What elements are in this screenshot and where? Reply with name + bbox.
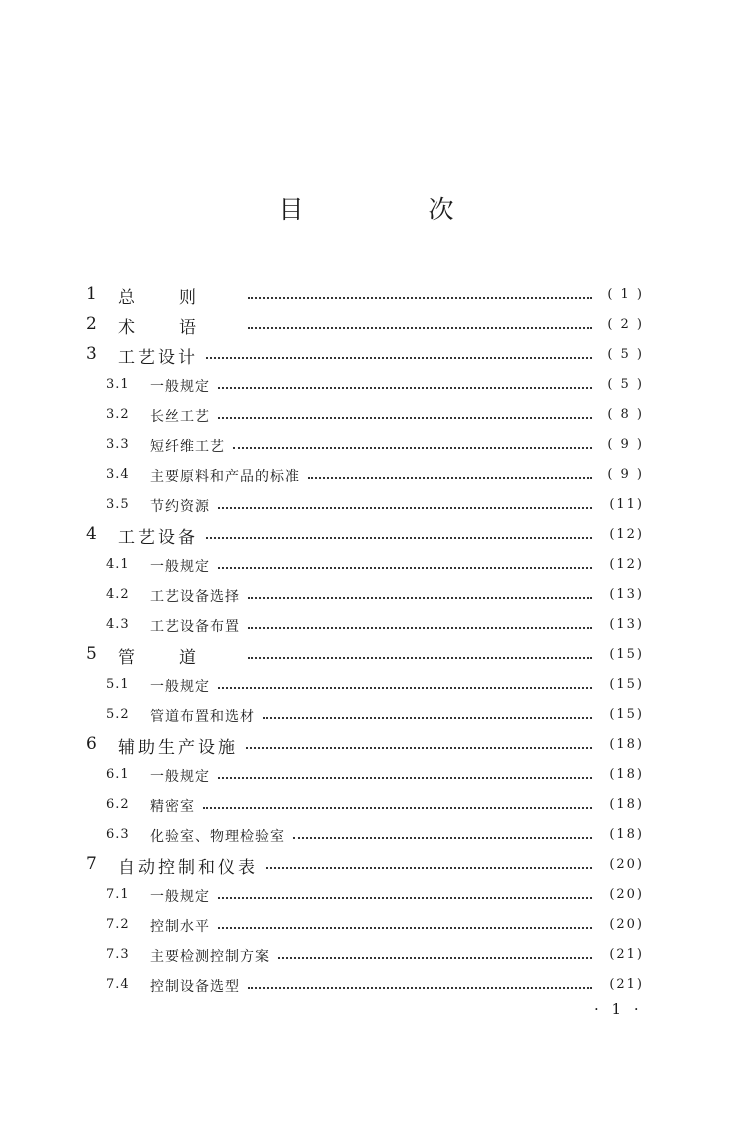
- toc-entry-label: 一般规定: [150, 679, 210, 695]
- toc-entry[interactable]: [0, 430, 732, 460]
- toc-entry[interactable]: [0, 850, 732, 880]
- toc-entry-number: 3.3: [106, 437, 130, 452]
- toc-entry[interactable]: [0, 730, 732, 760]
- toc-entry[interactable]: [0, 670, 732, 700]
- toc-entry-label: 主要原料和产品的标准: [150, 469, 300, 485]
- toc-entry[interactable]: [0, 460, 732, 490]
- toc-leader-dots: [308, 477, 592, 479]
- toc-entry-label: 控制设备选型: [150, 979, 240, 995]
- toc-leader-dots: [246, 747, 592, 749]
- toc-leader-dots: [293, 837, 592, 839]
- toc-entry-page: (18): [609, 737, 644, 752]
- toc-entry[interactable]: [0, 760, 732, 790]
- toc-entry-page: (15): [609, 707, 644, 722]
- toc-entry-number: 7.3: [106, 947, 130, 962]
- toc-entry-label: 短纤维工艺: [150, 439, 225, 455]
- toc-entry-number: 7.2: [106, 917, 130, 932]
- toc-entry-page: (21): [609, 977, 644, 992]
- toc-leader-dots: [203, 807, 592, 809]
- toc-entry-label: 一般规定: [150, 559, 210, 575]
- toc-entry-page: (13): [609, 617, 644, 632]
- toc-leader-dots: [218, 567, 592, 569]
- toc-entry[interactable]: [0, 790, 732, 820]
- toc-entry-number: 7.4: [106, 977, 130, 992]
- toc-entry[interactable]: [0, 340, 732, 370]
- toc-entry-number: 6.3: [106, 827, 130, 842]
- toc-entry[interactable]: [0, 580, 732, 610]
- toc-entry-number: 4.1: [106, 557, 130, 572]
- toc-entry[interactable]: [0, 370, 732, 400]
- toc-leader-dots: [248, 657, 592, 659]
- toc-entry-number: 3.1: [106, 377, 130, 392]
- toc-entry-label: 工艺设备布置: [150, 619, 240, 635]
- toc-leader-dots: [248, 327, 592, 329]
- toc-leader-dots: [248, 627, 592, 629]
- toc-entry[interactable]: [0, 490, 732, 520]
- toc-entry-label: 工艺设备选择: [150, 589, 240, 605]
- toc-entry-label: 一般规定: [150, 889, 210, 905]
- toc-entry-number: 3.2: [106, 407, 130, 422]
- toc-entry-label: 主要检测控制方案: [150, 949, 270, 965]
- toc-entry[interactable]: [0, 880, 732, 910]
- page-number: · 1 ·: [594, 1000, 643, 1018]
- toc-entry[interactable]: [0, 280, 732, 310]
- toc-entry-page: (21): [609, 947, 644, 962]
- toc-leader-dots: [263, 717, 592, 719]
- toc-entry-page: (11): [609, 497, 644, 512]
- toc-leader-dots: [218, 507, 592, 509]
- toc-entry-label: 精密室: [150, 799, 195, 815]
- toc-entry-page: ( 5 ): [607, 377, 644, 392]
- toc-leader-dots: [218, 417, 592, 419]
- toc-entry-number: 4.2: [106, 587, 130, 602]
- toc-leader-dots: [218, 777, 592, 779]
- toc-entry-label: 辅助生产设施: [118, 738, 238, 758]
- toc-entry[interactable]: [0, 520, 732, 550]
- toc-entry-label: 一般规定: [150, 769, 210, 785]
- toc-entry-label: 工艺设计: [118, 348, 198, 368]
- toc-entry-page: (12): [609, 527, 644, 542]
- toc-entry-number: 6.1: [106, 767, 130, 782]
- toc-title: 目 次: [278, 195, 504, 224]
- toc-entry[interactable]: [0, 700, 732, 730]
- toc-entry-number: 1: [86, 284, 97, 304]
- toc-leader-dots: [266, 867, 592, 869]
- toc-entry-number: 4.3: [106, 617, 130, 632]
- toc-entry-page: ( 2 ): [607, 317, 644, 332]
- toc-entry-number: 3.4: [106, 467, 130, 482]
- toc-entry-label: 长丝工艺: [150, 409, 210, 425]
- toc-entry[interactable]: [0, 550, 732, 580]
- toc-entry-page: (18): [609, 827, 644, 842]
- toc-entry-number: 2: [86, 314, 97, 334]
- toc-entry-number: 7: [86, 854, 97, 874]
- toc-leader-dots: [218, 687, 592, 689]
- toc-entry-label: 工艺设备: [118, 528, 198, 548]
- toc-entry-page: (20): [609, 917, 644, 932]
- toc-entry-page: ( 9 ): [607, 437, 644, 452]
- toc-leader-dots: [278, 957, 592, 959]
- toc-entry-label: 术语: [118, 318, 240, 338]
- toc-entry-label: 自动控制和仪表: [118, 858, 258, 878]
- toc-entry-number: 3: [86, 344, 97, 364]
- toc-entry[interactable]: [0, 610, 732, 640]
- toc-entry-page: (20): [609, 857, 644, 872]
- toc-leader-dots: [206, 357, 592, 359]
- toc-entry-number: 6.2: [106, 797, 130, 812]
- toc-entry-label: 管道布置和选材: [150, 709, 255, 725]
- toc-leader-dots: [248, 297, 592, 299]
- toc-entry-page: (15): [609, 677, 644, 692]
- toc-entry-number: 5.1: [106, 677, 130, 692]
- toc-entry[interactable]: [0, 910, 732, 940]
- toc-entry-page: (20): [609, 887, 644, 902]
- toc-entry[interactable]: [0, 820, 732, 850]
- toc-entry-number: 3.5: [106, 497, 130, 512]
- toc-entry[interactable]: [0, 970, 732, 1000]
- toc-entry-label: 总则: [118, 288, 240, 308]
- toc-entry-number: 5: [86, 644, 97, 664]
- toc-entry[interactable]: [0, 640, 732, 670]
- toc-entry-page: (13): [609, 587, 644, 602]
- toc-entry-label: 一般规定: [150, 379, 210, 395]
- toc-entry-page: ( 5 ): [607, 347, 644, 362]
- toc-entry-page: (18): [609, 797, 644, 812]
- toc-leader-dots: [218, 897, 592, 899]
- toc-leader-dots: [233, 447, 592, 449]
- toc-entry[interactable]: [0, 400, 732, 430]
- toc-entry-label: 控制水平: [150, 919, 210, 935]
- toc-entry-number: 4: [86, 524, 97, 544]
- toc-entry-page: ( 9 ): [607, 467, 644, 482]
- toc-leader-dots: [206, 537, 592, 539]
- toc-entry-label: 化验室、物理检验室: [150, 829, 285, 845]
- toc-entry-number: 5.2: [106, 707, 130, 722]
- toc-entry-page: ( 1 ): [607, 287, 644, 302]
- toc-entry-page: ( 8 ): [607, 407, 644, 422]
- toc-leader-dots: [248, 597, 592, 599]
- toc-leader-dots: [248, 987, 592, 989]
- toc-entry[interactable]: [0, 310, 732, 340]
- toc-leader-dots: [218, 387, 592, 389]
- toc-entry-label: 节约资源: [150, 499, 210, 515]
- toc-entry-number: 6: [86, 734, 97, 754]
- toc-entry[interactable]: [0, 940, 732, 970]
- toc-entry-label: 管道: [118, 648, 240, 668]
- toc-leader-dots: [218, 927, 592, 929]
- toc-entry-page: (18): [609, 767, 644, 782]
- toc-entry-number: 7.1: [106, 887, 130, 902]
- toc-entry-page: (15): [609, 647, 644, 662]
- toc-entry-page: (12): [609, 557, 644, 572]
